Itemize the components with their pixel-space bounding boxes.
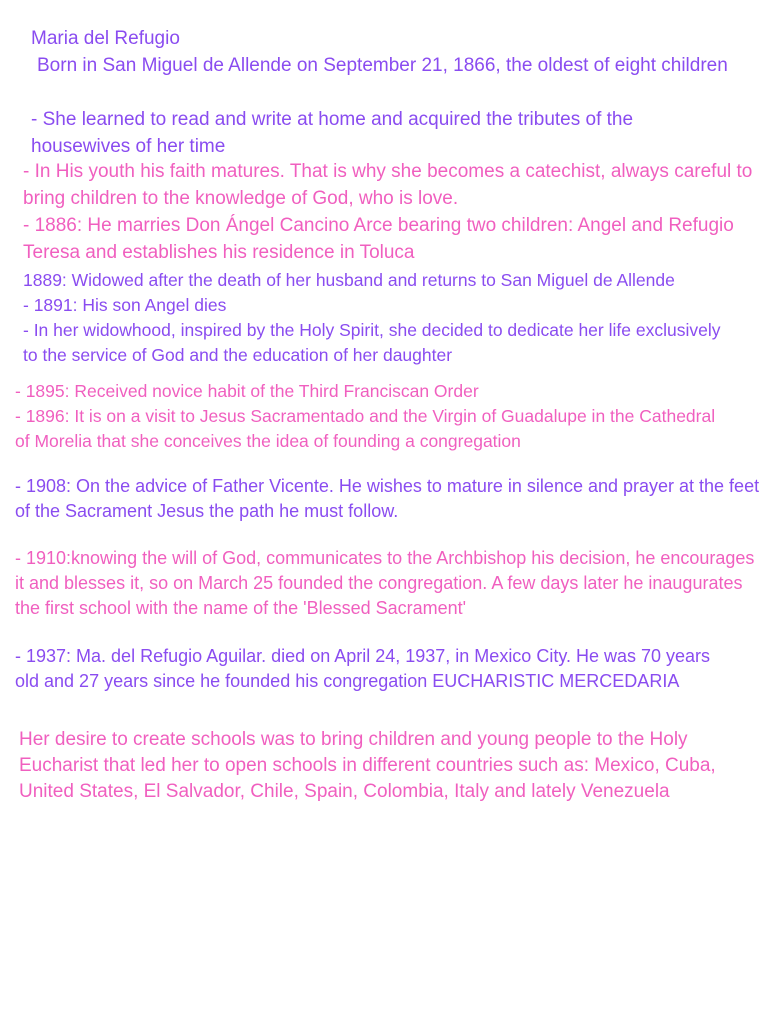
widowhood-paragraph: - In her widowhood, inspired by the Holy Spirit, she decided to dedicate her life exclusively to the service of God and the education of her daughter [23, 320, 721, 365]
founding-1910-paragraph: - 1910:knowing the will of God, communicates to the Archbishop his decision, he encourages it and blesses it, so on March 25 founded the congregation. A few days later he inaugurates the first school with the name of the 'Blessed Sacrament' [15, 548, 755, 618]
son-1891-paragraph: - 1891: His son Angel dies [23, 295, 227, 315]
novice-1895-paragraph: - 1895: Received novice habit of the Third Franciscan Order [15, 381, 479, 401]
birth-text: Born in San Miguel de Allende on September 21, 1866, the oldest of eight children [37, 55, 728, 76]
youth-paragraph: - In His youth his faith matures. That is why she becomes a catechist, always careful to bring children to the knowledge of God, who is love. [23, 161, 753, 209]
marriage-1886-paragraph: - 1886: He marries Don Ángel Cancino Arce bearing two children: Angel and Refugio Teresa and establishes his residence in Toluca [23, 215, 734, 263]
advice-1908-paragraph: - 1908: On the advice of Father Vicente. He wishes to mature in silence and prayer at the feet of the Sacrament Jesus the path he must follow. [15, 476, 760, 521]
schools-paragraph: Her desire to create schools was to bring children and young people to the Holy Eucharist that led her to open schools in different countries such as: Mexico, Cuba, United States, El Salvador, Chile, Spain, Colombia, Italy and lately Venezuela [19, 729, 716, 802]
name-heading: Maria del Refugio [31, 28, 180, 49]
visit-1896-paragraph: - 1896: It is on a visit to Jesus Sacramentado and the Virgin of Guadalupe in the Cathedral of Morelia that she conceives the idea of founding a congregation [15, 406, 716, 451]
widowed-1889-paragraph: 1889: Widowed after the death of her husband and returns to San Miguel de Allende [23, 270, 675, 290]
death-1937-paragraph: - 1937: Ma. del Refugio Aguilar. died on April 24, 1937, in Mexico City. He was 70 years old and 27 years since he founded his congregation EUCHARISTIC MERCEDARIA [15, 646, 711, 691]
education-paragraph: - She learned to read and write at home and acquired the tributes of the housewives of her time [31, 109, 634, 157]
birth-paragraph [31, 52, 731, 79]
